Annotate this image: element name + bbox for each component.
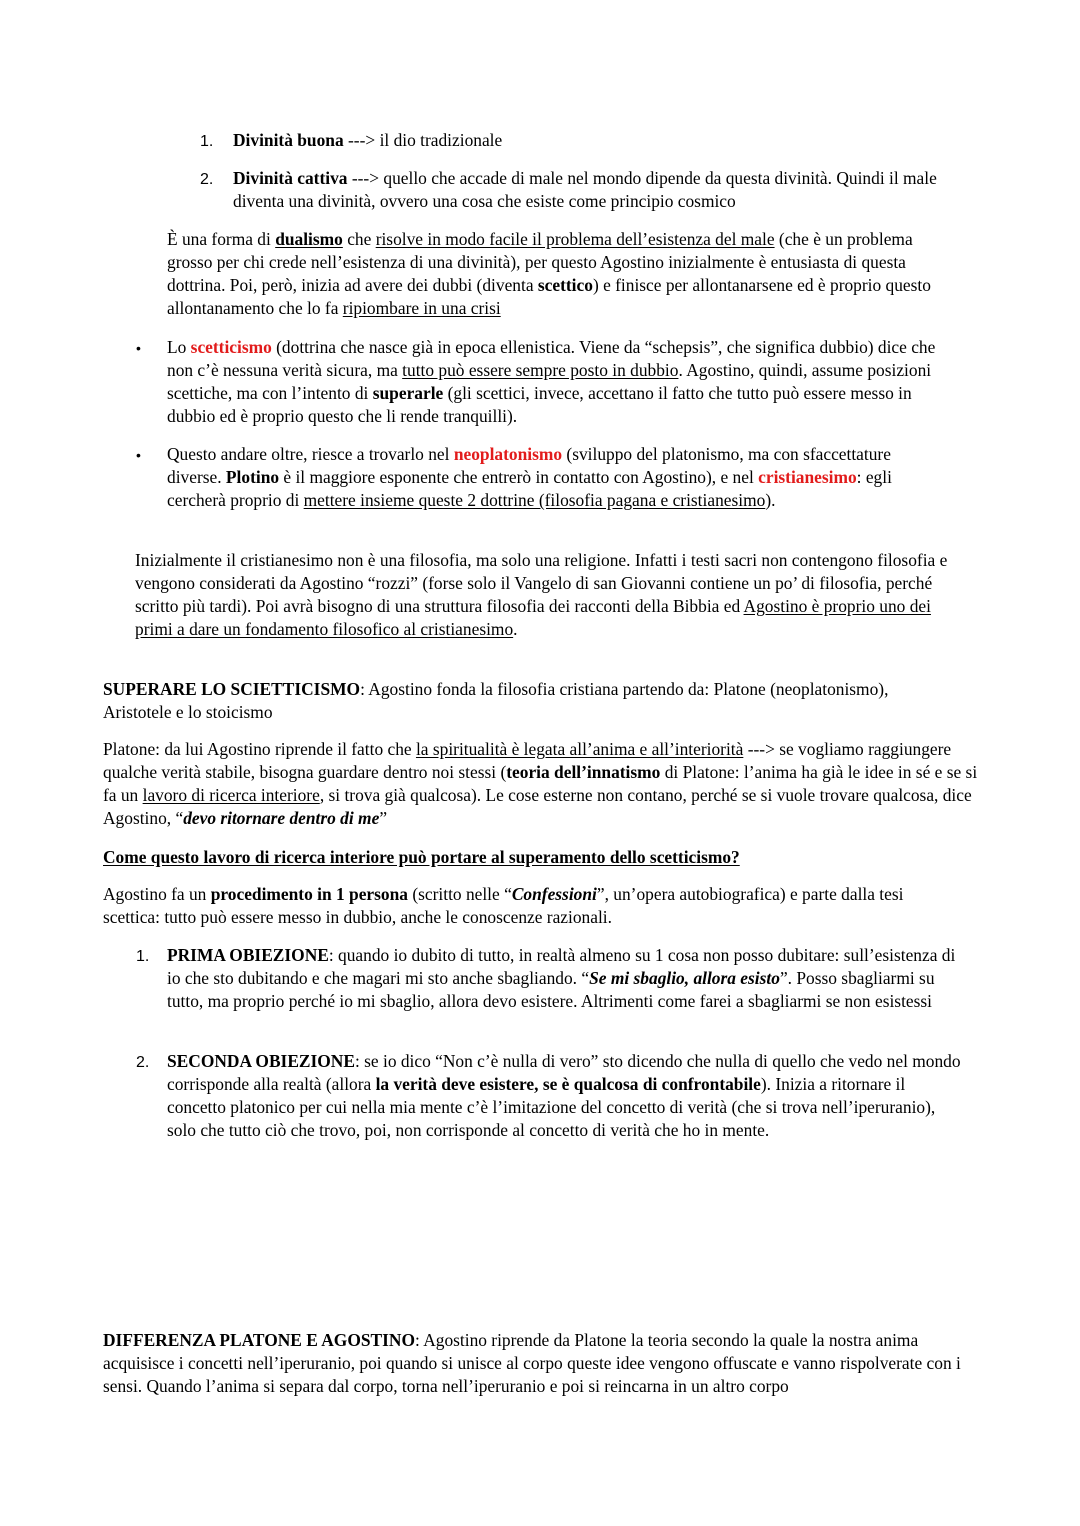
text: (sviluppo del platonismo, ma con sfaccettature diverse.	[167, 444, 891, 487]
question-text: Come questo lavoro di ricerca interiore può portare al superamento dello scetticismo?	[103, 847, 740, 867]
divinity-description: quello che accade di male nel mondo dipende da questa divinità. Quindi il male diventa una divinità, ovvero una cosa che esiste come principio cosmico	[233, 168, 937, 211]
term-neoplatonismo: neoplatonismo	[453, 444, 563, 464]
term-scettico: scettico	[537, 275, 593, 295]
platone-paragraph	[103, 738, 983, 830]
bold-phrase: la verità deve esistere, se è qualcosa di confrontabile	[375, 1074, 761, 1094]
term-procedimento: procedimento in 1 persona	[210, 884, 408, 904]
quote: devo ritornare dentro di me	[183, 808, 380, 828]
text: ---> se vogliamo raggiungere qualche verità stabile, bisogna guardare dentro noi stessi (	[103, 739, 952, 782]
list-number: 2.	[200, 171, 214, 188]
text: .	[513, 619, 518, 639]
text: Platone: da lui Agostino riprende il fatto che	[103, 739, 416, 759]
term-dualismo: dualismo	[275, 229, 343, 249]
underlined-phrase: risolve in modo facile il problema dell’esistenza del male	[375, 229, 775, 249]
text: : Agostino fonda la filosofia cristiana partendo da: Platone (neoplatonismo), Aristotele e lo stoicismo	[103, 679, 889, 722]
arrow: --->	[347, 168, 384, 188]
list-number: 1.	[200, 133, 214, 150]
text: (scritto nelle “	[407, 884, 512, 904]
objection-item	[136, 944, 958, 1013]
difference-section	[103, 1329, 973, 1398]
text: ”, un’opera autobiografica) e parte dalla tesi scettica: tutto può essere messo in dubbio, anche le conoscenze razionali.	[103, 884, 904, 927]
text: : quando io dubito di tutto, in realtà almeno su 1 cosa non posso dubitare: sull’esistenza di io che sto dubitando e che magari mi sto anche sbagliando. “	[167, 945, 956, 988]
christianity-paragraph	[135, 549, 960, 641]
text: (gli scettici, invece, accettano il fatto che tutto può essere messo in dubbio ed è proprio questo che li rende tranquilli).	[167, 383, 912, 426]
underlined-phrase: tutto può essere sempre posto in dubbio	[402, 360, 679, 380]
underlined-phrase: la spiritualità è legata all’anima e all’interiorità	[415, 739, 744, 759]
text: Agostino fa un	[103, 884, 211, 904]
text: Questo andare oltre, riesce a trovarlo nel	[167, 444, 454, 464]
divinity-term: Divinità cattiva	[233, 168, 348, 188]
bullet-item	[136, 443, 926, 512]
bullet-icon: •	[136, 447, 141, 463]
text: È una forma di	[167, 229, 276, 249]
text: : egli cercherà proprio di	[167, 467, 892, 510]
procedure-paragraph	[103, 883, 963, 929]
underlined-phrase: mettere insieme queste 2 dottrine (filosofia pagana e cristianesimo	[303, 490, 766, 510]
underlined-phrase: Agostino è proprio uno dei primi a dare un fondamento filosofico al cristianesimo	[135, 596, 931, 639]
text: : Agostino riprende da Platone la teoria secondo la quale la nostra anima acquisisce i concetti nell’iperuranio, poi quando si unisce al corpo queste idee vengono offuscate e vanno rispolverate con i sensi. Quando l’anima si separa dal corpo, torna nell’iperuranio e poi si reincarna in un altro corpo	[103, 1330, 961, 1396]
list-item	[200, 129, 980, 152]
term-plotino: Plotino	[225, 467, 280, 487]
list-number: 1.	[136, 948, 150, 965]
bullet-icon: •	[136, 340, 141, 356]
arrow: --->	[343, 130, 380, 150]
text: è il maggiore esponente che entrerò in contatto con Agostino), e nel	[279, 467, 759, 487]
term-innatismo: teoria dell’innatismo	[506, 762, 661, 782]
quote: Se mi sbaglio, allora esisto	[589, 968, 780, 988]
text: ”. Posso sbagliarmi su tutto, ma proprio perché io mi sbaglio, allora devo esistere. Altrimenti come farei a sbagliarmi se non esistessi	[167, 968, 935, 1011]
objection-heading: SECONDA OBIEZIONE	[167, 1051, 355, 1071]
text: ”	[379, 808, 388, 828]
text: (dottrina che nasce già in epoca ellenistica. Viene da “schepsis”, che significa dubbio) dice che non c’è nessuna verità sicura, ma	[167, 337, 936, 380]
divinity-term: Divinità buona	[233, 130, 344, 150]
objection-item	[136, 1050, 966, 1142]
divinity-description: il dio tradizionale	[379, 130, 503, 150]
text: ) e finisce per allontanarsene ed è proprio questo allontanamento che lo fa	[167, 275, 931, 318]
term-cristianesimo: cristianesimo	[758, 467, 857, 487]
list-number: 2.	[136, 1054, 150, 1071]
term-superarle: superarle	[372, 383, 444, 403]
underlined-phrase: lavoro di ricerca interiore	[142, 785, 320, 805]
text: che	[342, 229, 376, 249]
question-heading	[103, 846, 983, 869]
text: (che è un problema grosso per chi crede nell’esistenza di una divinità), per questo Agostino inizialmente è entusiasta di questa dottrina. Poi, però, inizia ad avere dei dubbi (diventa	[167, 229, 913, 295]
text: ). Inizia a ritornare il concetto platonico per cui nella mia mente c’è l’imitazione del concetto di verità (che si trova nell’iperuranio), solo che tutto ciò che trovo, poi, non corrisponde al concetto di verità che ho in mente.	[167, 1074, 936, 1140]
text: . Agostino, quindi, assume posizioni scettiche, ma con l’intento di	[167, 360, 932, 403]
objection-heading: PRIMA OBIEZIONE	[167, 945, 329, 965]
superare-section	[103, 678, 903, 724]
text: : se io dico “Non c’è nulla di vero” sto dicendo che nulla di quello che vedo nel mondo corrisponde alla realtà (allora	[167, 1051, 961, 1094]
section-heading: DIFFERENZA PLATONE E AGOSTINO	[103, 1330, 415, 1350]
term-scetticismo: scetticismo	[190, 337, 272, 357]
text: Inizialmente il cristianesimo non è una filosofia, ma solo una religione. Infatti i testi sacri non contengono filosofia e vengono considerati da Agostino “rozzi” (forse solo il Vangelo di san Giovanni contiene un po’ di filosofia, perché scritto più tardi). Poi avrà bisogno di una struttura filosofia dei racconti della Bibbia ed	[135, 550, 948, 616]
text: ).	[765, 490, 776, 510]
underlined-phrase: ripiombare in una crisi	[342, 298, 501, 318]
dualism-paragraph	[167, 228, 957, 320]
text: , si trova già qualcosa). Le cose esterne non contano, perché se si vuole trovare qualcosa, dice Agostino, “	[103, 785, 972, 828]
book-title: Confessioni	[511, 884, 597, 904]
bullet-item	[136, 336, 956, 428]
text: di Platone: l’anima ha già le idee in sé e se si fa un	[103, 762, 978, 805]
text: Lo	[167, 337, 191, 357]
list-item	[200, 167, 940, 213]
section-heading: SUPERARE LO SCIETTICISMO	[103, 679, 361, 699]
